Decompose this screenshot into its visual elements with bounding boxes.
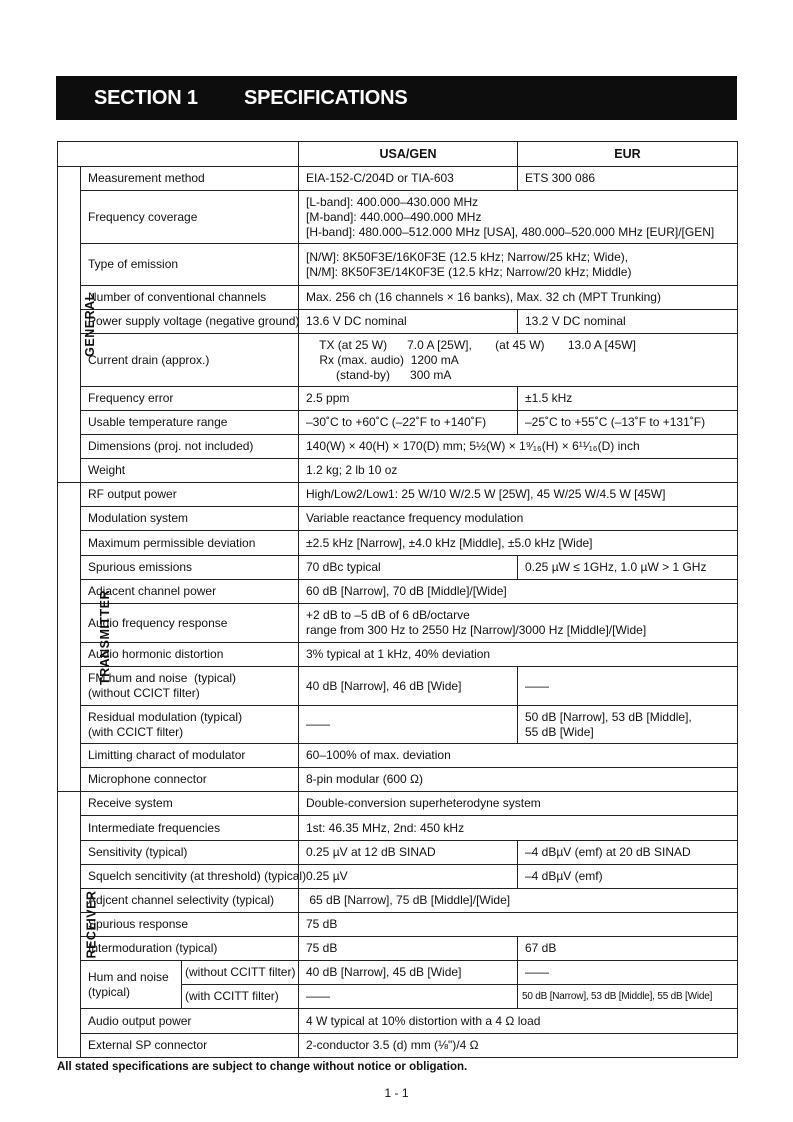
row-value: 3% typical at 1 kHz, 40% deviation <box>299 643 738 667</box>
row-label: Type of emission <box>81 244 299 286</box>
row-label: Adjacent channel power <box>81 580 299 604</box>
row-value: +2 dB to –5 dB of 6 dB/octarve range from 300 Hz to 2550 Hz [Narrow]/3000 Hz [Middle]/[Wide] <box>299 604 738 643</box>
row-label: Audio output power <box>81 1009 299 1034</box>
table-row <box>58 1009 738 1034</box>
row-label: Spurious response <box>81 913 299 937</box>
table-row <box>58 483 738 507</box>
page-number: 1 - 1 <box>384 1086 409 1100</box>
table-row <box>58 768 738 792</box>
table-row <box>58 387 738 411</box>
table-row <box>58 643 738 667</box>
row-value: Variable reactance frequency modulation <box>299 507 738 531</box>
group-transmitter: TRANSMITTER <box>58 483 81 792</box>
row-label: Residual modulation (typical) (with CCICT filter) <box>81 706 299 744</box>
row-value: Double-conversion superheterodyne system <box>299 792 738 816</box>
header-eur: EUR <box>518 142 738 167</box>
header-blank-cell <box>58 142 299 167</box>
table-row <box>58 792 738 816</box>
row-value-usa: 70 dBc typical <box>299 556 518 580</box>
row-label: RF output power <box>81 483 299 507</box>
table-row <box>58 531 738 556</box>
row-value-usa: 40 dB [Narrow], 46 dB [Wide] <box>299 667 518 706</box>
row-label: Modulation system <box>81 507 299 531</box>
row-value-eur: 13.2 V DC nominal <box>518 310 738 334</box>
row-value: 8-pin modular (600 Ω) <box>299 768 738 792</box>
row-label: Audio frequency response <box>81 604 299 643</box>
row-sublabel: (with CCITT filter) <box>182 985 299 1009</box>
row-label: Usable temperature range <box>81 411 299 435</box>
row-value-eur: 67 dB <box>518 937 738 961</box>
table-row <box>58 961 738 985</box>
row-label: Audio hormonic distortion <box>81 643 299 667</box>
row-label: Hum and noise (typical) <box>81 961 182 1009</box>
row-label: Limitting charact of modulator <box>81 744 299 768</box>
row-label: Intermediate frequencies <box>81 816 299 841</box>
row-label: Dimensions (proj. not included) <box>81 435 299 459</box>
row-value: 1.2 kg; 2 lb 10 oz <box>299 459 738 483</box>
row-value-eur: –4 dBµV (emf) <box>518 865 738 889</box>
table-row <box>58 667 738 706</box>
specifications-table <box>57 141 738 1058</box>
header-usa-gen: USA/GEN <box>299 142 518 167</box>
row-value-usa: 40 dB [Narrow], 45 dB [Wide] <box>299 961 518 985</box>
table-header-row <box>58 142 738 167</box>
row-label: Microphone connector <box>81 768 299 792</box>
row-label: Spurious emissions <box>81 556 299 580</box>
row-value: High/Low2/Low1: 25 W/10 W/2.5 W [25W], 45 W/25 W/4.5 W [45W] <box>299 483 738 507</box>
row-value-usa: 0.25 µV <box>299 865 518 889</box>
footnote: All stated specifications are subject to change without notice or obligation. <box>57 1061 468 1073</box>
table-row <box>58 604 738 643</box>
row-label: Measurement method <box>81 167 299 191</box>
row-value-usa: 13.6 V DC nominal <box>299 310 518 334</box>
row-label: Adjcent channel selectivity (typical) <box>81 889 299 913</box>
row-value-usa: 2.5 ppm <box>299 387 518 411</box>
row-value-eur: –25˚C to +55˚C (–13˚F to +131˚F) <box>518 411 738 435</box>
row-label: Power supply voltage (negative ground) <box>81 310 299 334</box>
row-label: Number of conventional channels <box>81 286 299 310</box>
table-row <box>58 435 738 459</box>
table-row <box>58 191 738 244</box>
row-value: ±2.5 kHz [Narrow], ±4.0 kHz [Middle], ±5.0 kHz [Wide] <box>299 531 738 556</box>
row-value: 1st: 46.35 MHz, 2nd: 450 kHz <box>299 816 738 841</box>
table-row <box>58 167 738 191</box>
table-row <box>58 580 738 604</box>
row-label: Frequency coverage <box>81 191 299 244</box>
section-number: SECTION 1 <box>94 87 198 109</box>
row-value-usa: 75 dB <box>299 937 518 961</box>
table-row <box>58 507 738 531</box>
table-row <box>58 841 738 865</box>
row-label: Weight <box>81 459 299 483</box>
row-value-eur: –4 dBµV (emf) at 20 dB SINAD <box>518 841 738 865</box>
table-row <box>58 1034 738 1058</box>
row-value: 60–100% of max. deviation <box>299 744 738 768</box>
table-row <box>58 913 738 937</box>
row-value-usa: —— <box>299 985 518 1009</box>
row-value-eur: —— <box>518 667 738 706</box>
row-label: External SP connector <box>81 1034 299 1058</box>
row-value-eur: 50 dB [Narrow], 53 dB [Middle], 55 dB [Wide] <box>518 985 738 1009</box>
row-value: 60 dB [Narrow], 70 dB [Middle]/[Wide] <box>299 580 738 604</box>
row-sublabel: (without CCITT filter) <box>182 961 299 985</box>
row-value-eur: 0.25 µW ≤ 1GHz, 1.0 µW > 1 GHz <box>518 556 738 580</box>
row-value-usa: EIA-152-C/204D or TIA-603 <box>299 167 518 191</box>
row-value-eur: ±1.5 kHz <box>518 387 738 411</box>
row-value-eur: 50 dB [Narrow], 53 dB [Middle], 55 dB [Wide] <box>518 706 738 744</box>
row-label: Current drain (approx.) <box>81 334 299 387</box>
row-value: 75 dB <box>299 913 738 937</box>
table-row <box>58 744 738 768</box>
row-value: 140(W) × 40(H) × 170(D) mm; 5½(W) × 1⁹⁄₁₆(H) × 6¹¹⁄₁₆(D) inch <box>299 435 738 459</box>
group-receiver: RECEIVER <box>58 792 81 1058</box>
table-row <box>58 865 738 889</box>
table-row <box>58 459 738 483</box>
table-row <box>58 556 738 580</box>
row-label: Sensitivity (typical) <box>81 841 299 865</box>
row-value: Max. 256 ch (16 channels × 16 banks), Max. 32 ch (MPT Trunking) <box>299 286 738 310</box>
row-value-usa: –30˚C to +60˚C (–22˚F to +140˚F) <box>299 411 518 435</box>
row-label: Receive system <box>81 792 299 816</box>
section-title: SPECIFICATIONS <box>244 87 408 109</box>
section-banner <box>56 76 737 120</box>
table-row <box>58 889 738 913</box>
row-label: FM hum and noise (typical) (without CCICT filter) <box>81 667 299 706</box>
table-row <box>58 286 738 310</box>
row-label: Squelch sencitivity (at threshold) (typical) <box>81 865 299 889</box>
row-label: Frequency error <box>81 387 299 411</box>
table-row <box>58 706 738 744</box>
table-row <box>58 937 738 961</box>
row-value-eur: ETS 300 086 <box>518 167 738 191</box>
table-row <box>58 310 738 334</box>
row-value-usa: 0.25 µV at 12 dB SINAD <box>299 841 518 865</box>
table-row <box>58 334 738 387</box>
row-label: Maximum permissible deviation <box>81 531 299 556</box>
row-value: [N/W]: 8K50F3E/16K0F3E (12.5 kHz; Narrow/25 kHz; Wide), [N/M]: 8K50F3E/14K0F3E (12.5 kHz; Narrow/20 kHz; Middle) <box>299 244 738 286</box>
row-value-eur: —— <box>518 961 738 985</box>
row-value: TX (at 25 W) 7.0 A [25W], (at 45 W) 13.0 A [45W] Rx (max. audio) 1200 mA (stand-by) 300 mA <box>299 334 738 387</box>
table-row <box>58 244 738 286</box>
row-label: Intermoduration (typical) <box>81 937 299 961</box>
table-row <box>58 816 738 841</box>
row-value: 65 dB [Narrow], 75 dB [Middle]/[Wide] <box>299 889 738 913</box>
row-value: [L-band]: 400.000–430.000 MHz [M-band]: 440.000–490.000 MHz [H-band]: 480.000–512.000 MHz [USA], 480.000–520.000 MHz [EUR]/[GEN] <box>299 191 738 244</box>
row-value-usa: —— <box>299 706 518 744</box>
group-general: GENERAL <box>58 167 81 483</box>
row-value: 2-conductor 3.5 (d) mm (⅛")/4 Ω <box>299 1034 738 1058</box>
row-value: 4 W typical at 10% distortion with a 4 Ω load <box>299 1009 738 1034</box>
table-row <box>58 411 738 435</box>
